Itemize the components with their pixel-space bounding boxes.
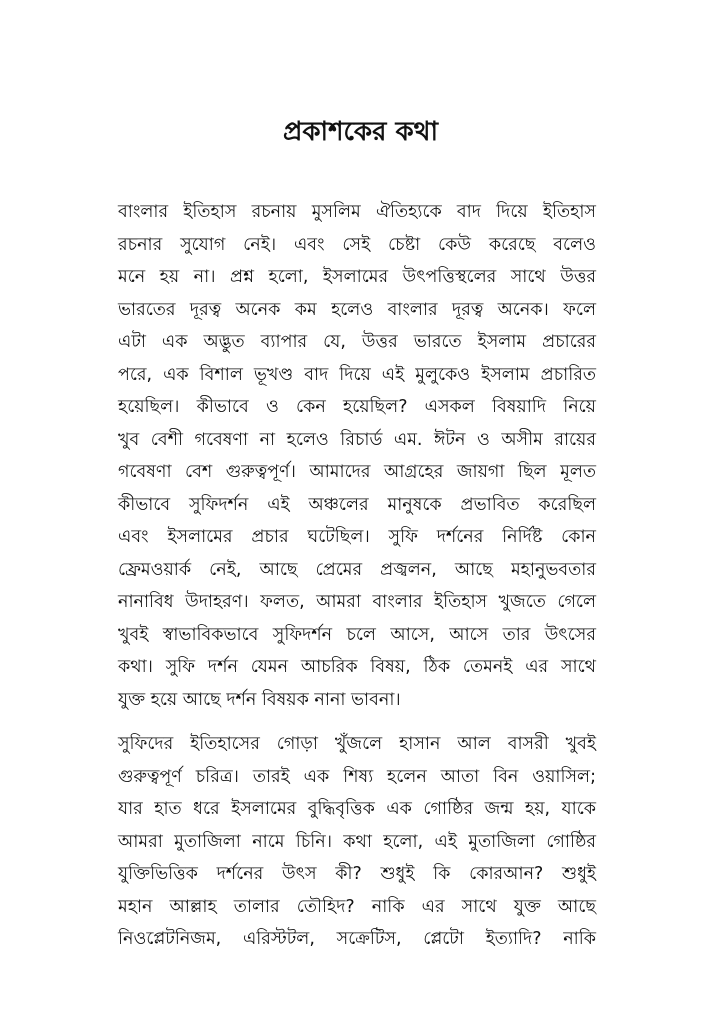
text-line: পরে, এক বিশাল ভূখণ্ড বাদ দিয়ে এই মুলুকেও ইসলাম প্রচারিত: [118, 364, 596, 385]
text-line: নানাবিধ উদাহরণ। ফলত, আমরা বাংলার ইতিহাস খুজতে গেলে: [118, 592, 596, 612]
text-line: কথা। সুফি দর্শন যেমন আচরিক বিষয়, ঠিক তেমনই এর সাথে: [118, 657, 596, 677]
text-line: মনে হয় না। প্রশ্ন হলো, ইসলামের উৎপত্তিস্থলের সাথে উত্তর: [118, 267, 596, 287]
text-line: মহান আল্লাহ তালার তৌহিদ? নাকি এর সাথে যুক্ত আছে: [118, 896, 596, 917]
text-line: ফ্রেমওয়ার্ক নেই, আছে প্রেমের প্রজ্বলন, আছে মহানুভবতার: [118, 559, 596, 580]
text-line: গবেষণা বেশ গুরুত্বপূর্ণ। আমাদের আগ্রহের জায়গা ছিল মূলত: [118, 462, 596, 482]
text-line: যার হাত ধরে ইসলামের বুদ্ধিবৃত্তিক এক গোষ্ঠির জন্ম হয়, যাকে: [118, 799, 596, 819]
text-line: কীভাবে সুফিদর্শন এই অঞ্চলের মানুষকে প্রভাবিত করেছিল: [118, 494, 596, 515]
text-line: হয়েছিল। কীভাবে ও কেন হয়েছিল? এসকল বিষয়াদি নিয়ে: [118, 397, 596, 417]
text-line: এটা এক অদ্ভুত ব্যাপার যে, উত্তর ভারতে ইসলাম প্রচারের: [118, 332, 596, 352]
body-text: [118, 196, 596, 968]
text-line: নিওপ্লেটনিজম, এরিস্টটল, সক্রেটিস, প্লেটো ইত্যাদি? নাকি: [118, 929, 596, 949]
text-line: গুরুত্বপূর্ণ চরিত্র। তারই এক শিষ্য হলেন আতা বিন ওয়াসিল;: [118, 766, 596, 787]
text-line: সুফিদের ইতিহাসের গোড়া খুঁজলে হাসান আল বাসরী খুবই: [118, 734, 596, 754]
paragraph-1: [118, 196, 596, 716]
text-line: আমরা মুতাজিলা নামে চিনি। কথা হলো, এই মুতাজিলা গোষ্ঠির: [118, 831, 596, 852]
text-line: খুবই স্বাভাবিকভাবে সুফিদর্শন চলে আসে, আসে তার উৎসের: [118, 624, 596, 645]
text-line: ভারতের দূরত্ব অনেক কম হলেও বাংলার দূরত্ব অনেক। ফলে: [118, 299, 596, 320]
page-title: প্রকাশকের কথা: [282, 117, 439, 147]
text-line: বাংলার ইতিহাস রচনায় মুসলিম ঐতিহ্যকে বাদ দিয়ে ইতিহাস: [118, 202, 596, 222]
text-line: যুক্ত হয়ে আছে দর্শন বিষয়ক নানা ভাবনা।: [118, 689, 401, 710]
text-line: রচনার সুযোগ নেই। এবং সেই চেষ্টা কেউ করেছে বলেও: [118, 234, 596, 255]
text-line: যুক্তিভিত্তিক দর্শনের উৎস কী? শুধুই কি কোরআন? শুধুই: [118, 864, 596, 884]
text-line: খুব বেশী গবেষণা না হলেও রিচার্ড এম. ঈটন ও অসীম রায়ের: [118, 429, 596, 450]
paragraph-2: [118, 728, 596, 956]
text-line: এবং ইসলামের প্রচার ঘটেছিল। সুফি দর্শনের নির্দিষ্ট কোন: [118, 527, 596, 547]
